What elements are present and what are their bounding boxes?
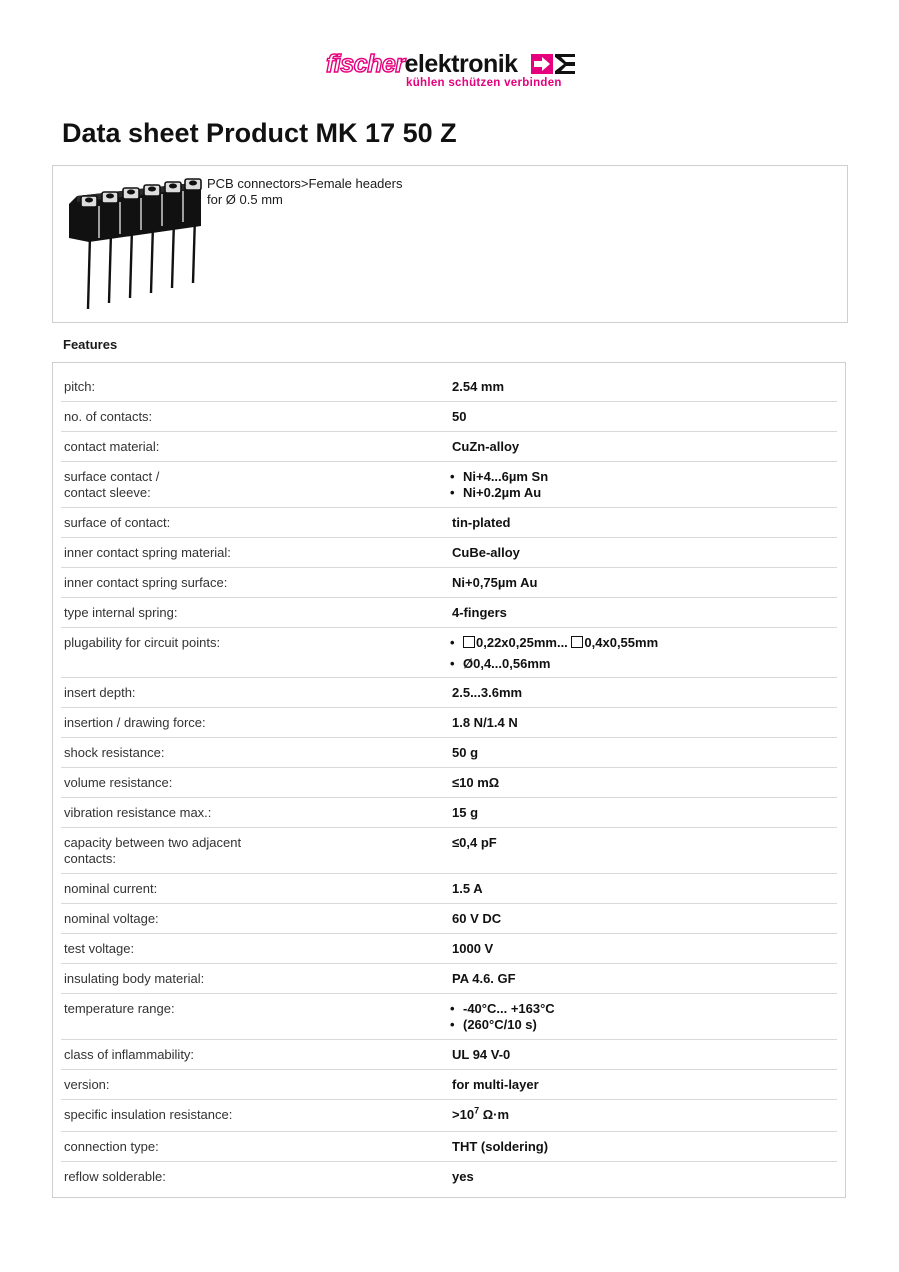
feature-label: inner contact spring surface: xyxy=(64,575,228,590)
feature-value: UL 94 V-0 xyxy=(452,1047,511,1062)
feature-label: specific insulation resistance: xyxy=(64,1107,233,1122)
feature-value xyxy=(449,1100,837,1131)
feature-label: insert depth: xyxy=(64,685,136,700)
value-list-item xyxy=(452,635,837,651)
table-row xyxy=(61,738,837,768)
feature-value: for multi-layer xyxy=(452,1077,539,1092)
table-row xyxy=(61,598,837,628)
brand-name-part2: elektronik xyxy=(404,50,518,78)
feature-value: 1.5 A xyxy=(452,881,483,896)
table-row xyxy=(61,768,837,798)
feature-label-line: contact sleeve: xyxy=(64,485,151,500)
table-row xyxy=(61,1070,837,1100)
feature-value: tin-plated xyxy=(452,515,511,530)
value-list-item: • -40°C... +163°C xyxy=(452,1001,837,1017)
feature-label-line: surface contact / xyxy=(64,469,160,484)
table-row xyxy=(61,538,837,568)
feature-value: ≤0,4 pF xyxy=(452,835,497,850)
plugability-value-1b: 0,4x0,55mm xyxy=(584,635,659,650)
table-row xyxy=(61,1162,837,1192)
table-row xyxy=(61,508,837,538)
resistance-exponent: 7 xyxy=(474,1105,480,1116)
brand-arrow-icon xyxy=(531,53,575,75)
feature-label: surface of contact: xyxy=(64,515,171,530)
feature-value xyxy=(449,462,837,507)
product-category: PCB connectors>Female headers xyxy=(207,176,403,191)
square-icon xyxy=(571,636,583,648)
feature-value: 1.8 N/1.4 N xyxy=(452,715,518,730)
feature-label: connection type: xyxy=(64,1139,159,1154)
feature-value: CuBe-alloy xyxy=(452,545,520,560)
feature-label: contact material: xyxy=(64,439,160,454)
table-row xyxy=(61,1100,837,1132)
table-row xyxy=(61,628,837,678)
table-row xyxy=(61,372,837,402)
product-box xyxy=(52,165,848,323)
table-row xyxy=(61,904,837,934)
feature-label: inner contact spring material: xyxy=(64,545,231,560)
feature-label xyxy=(61,462,449,507)
resistance-unit: Ω·m xyxy=(479,1107,510,1122)
value-list-item: • (260°C/10 s) xyxy=(452,1017,837,1033)
table-row xyxy=(61,964,837,994)
features-table xyxy=(52,362,846,1198)
feature-label: nominal voltage: xyxy=(64,911,159,926)
feature-value: ≤10 mΩ xyxy=(452,775,500,790)
feature-value xyxy=(449,994,837,1039)
feature-label-line: contacts: xyxy=(64,851,117,866)
table-row xyxy=(61,708,837,738)
table-row xyxy=(61,934,837,964)
table-row xyxy=(61,828,837,874)
feature-value: yes xyxy=(452,1169,474,1184)
value-list xyxy=(452,469,837,501)
table-row xyxy=(61,994,837,1040)
feature-value: CuZn-alloy xyxy=(452,439,520,454)
table-row xyxy=(61,678,837,708)
table-row xyxy=(61,432,837,462)
product-subtitle: for Ø 0.5 mm xyxy=(207,192,283,207)
table-row xyxy=(61,462,837,508)
feature-value: 50 xyxy=(452,409,467,424)
table-row xyxy=(61,798,837,828)
feature-value: 4-fingers xyxy=(452,605,507,620)
feature-label: nominal current: xyxy=(64,881,158,896)
feature-value: 2.5...3.6mm xyxy=(452,685,523,700)
value-list xyxy=(452,635,837,672)
table-row xyxy=(61,568,837,598)
table-row xyxy=(61,1132,837,1162)
value-list-item: • Ø0,4...0,56mm xyxy=(452,656,837,672)
table-row xyxy=(61,1040,837,1070)
plugability-value-1a: 0,22x0,25mm... xyxy=(476,635,572,650)
feature-label: test voltage: xyxy=(64,941,135,956)
value-list-item: • Ni+0.2µm Au xyxy=(452,485,837,501)
feature-label: volume resistance: xyxy=(64,775,173,790)
feature-value xyxy=(449,628,837,677)
table-row xyxy=(61,874,837,904)
female-header-connector-icon xyxy=(63,176,203,311)
feature-label: version: xyxy=(64,1077,110,1092)
feature-label: plugability for circuit points: xyxy=(64,635,221,650)
feature-value: 50 g xyxy=(452,745,479,760)
feature-value: 1000 V xyxy=(452,941,494,956)
feature-label xyxy=(61,828,449,873)
brand-logo xyxy=(326,50,576,92)
feature-label: no. of contacts: xyxy=(64,409,153,424)
resistance-base: >10 xyxy=(452,1107,475,1122)
feature-value: 2.54 mm xyxy=(452,379,505,394)
feature-value: 60 V DC xyxy=(452,911,502,926)
page-title: Data sheet Product MK 17 50 Z xyxy=(62,118,457,148)
feature-label: reflow solderable: xyxy=(64,1169,166,1184)
value-list-item: • Ni+4...6µm Sn xyxy=(452,469,837,485)
square-icon xyxy=(463,636,475,648)
feature-value: PA 4.6. GF xyxy=(452,971,516,986)
feature-value: 15 g xyxy=(452,805,479,820)
feature-label: insulating body material: xyxy=(64,971,205,986)
brand-name xyxy=(326,50,518,78)
feature-label: type internal spring: xyxy=(64,605,178,620)
brand-tagline: kühlen schützen verbinden xyxy=(406,77,562,89)
feature-label: vibration resistance max.: xyxy=(64,805,212,820)
feature-label-line: capacity between two adjacent xyxy=(64,835,242,850)
feature-label: class of inflammability: xyxy=(64,1047,195,1062)
features-heading: Features xyxy=(63,337,118,352)
feature-value: THT (soldering) xyxy=(452,1139,549,1154)
feature-label: shock resistance: xyxy=(64,745,165,760)
table-row xyxy=(61,402,837,432)
feature-label: insertion / drawing force: xyxy=(64,715,206,730)
feature-value: Ni+0,75µm Au xyxy=(452,575,538,590)
feature-label: temperature range: xyxy=(64,1001,175,1016)
feature-label: pitch: xyxy=(64,379,96,394)
value-list xyxy=(452,1001,837,1033)
brand-name-part1: fischer xyxy=(326,50,405,78)
